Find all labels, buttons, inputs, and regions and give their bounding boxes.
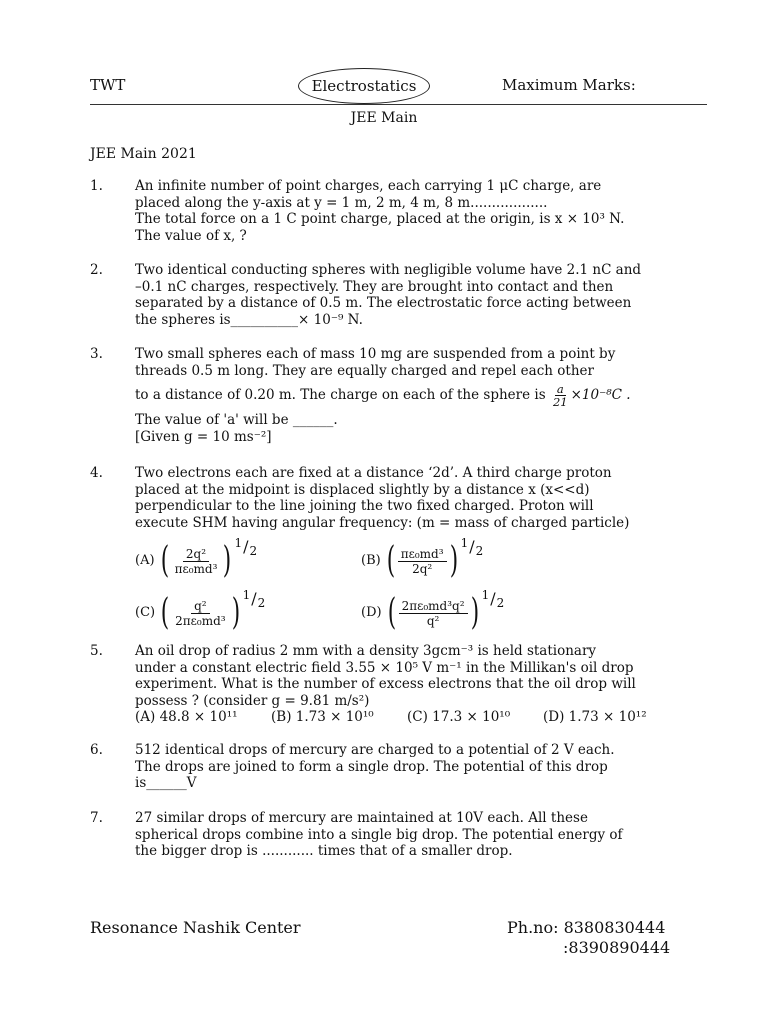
footer-center-name: Resonance Nashik Center: [90, 918, 301, 937]
header-topic: Electrostatics: [311, 77, 417, 95]
fraction-tail: ×10⁻⁸C .: [570, 387, 631, 403]
option-numerator: q²: [191, 599, 210, 614]
option-denominator: πε₀md³: [174, 561, 218, 576]
question-number: 4.: [90, 465, 103, 481]
option-b: (B) 1.73 × 10¹⁰: [271, 709, 374, 725]
question-line: experiment. What is the number of excess electrons that the oil drop will: [135, 676, 636, 692]
question-line: placed along the y-axis at y = 1 m, 2 m, 4 m, 8 m..................: [135, 194, 548, 211]
question-line-with-fraction: [135, 383, 690, 408]
question-line: The drops are joined to form a single drop. The potential of this drop: [135, 758, 608, 775]
question-line: perpendicular to the line joining the two fixed charged. Proton will: [135, 498, 594, 514]
question-line: under a constant electric field 3.55 × 10⁵ V m⁻¹ in the Millikan's oil drop: [135, 659, 634, 676]
question-line: An infinite number of point charges, each carrying 1 μC charge, are: [135, 178, 602, 194]
question-line: separated by a distance of 0.5 m. The electrostatic force acting between: [135, 295, 632, 311]
option-label: (B): [361, 552, 381, 568]
question-6: [90, 742, 690, 792]
fraction-numerator: a: [556, 382, 564, 396]
question-line: The value of 'a' will be ______.: [135, 412, 338, 428]
question-line: Two electrons each are fixed at a distance ‘2d’. A third charge proton: [135, 465, 612, 481]
option-exponent: 1 / 2: [234, 535, 258, 558]
exam-title: JEE Main: [350, 110, 418, 126]
option-numerator: πε₀md³: [398, 547, 447, 562]
question-line: The value of x, ?: [135, 227, 247, 244]
header-divider: [90, 104, 707, 105]
option-exponent: 1 / 2: [481, 587, 505, 610]
option-numerator: 2πε₀md³q²: [399, 599, 468, 614]
question-number: 1.: [90, 178, 103, 194]
charge-fraction: [551, 383, 570, 408]
option-a: (A) 48.8 × 10¹¹: [135, 709, 238, 725]
question-2: [90, 262, 690, 328]
question-1: [90, 178, 690, 244]
question-line: Two identical conducting spheres with negligible volume have 2.1 nC and: [135, 262, 642, 278]
question-line: is______V: [135, 775, 197, 791]
option-d: (D) ( $\frac{\text{2πε₀md³q²}}{\text{q²}}$ ) 1 / 2: [361, 587, 505, 633]
options-grid: [135, 537, 690, 647]
header-topic-oval: [298, 68, 430, 104]
question-number: 2.: [90, 262, 103, 278]
question-line: to a distance of 0.20 m. The charge on each of the sphere is: [135, 387, 546, 403]
header-max-marks: Maximum Marks:: [502, 76, 636, 94]
option-d: (D) 1.73 × 10¹²: [543, 709, 647, 725]
option-c: (C) 17.3 × 10¹⁰: [407, 709, 511, 725]
option-denominator: 2πε₀md³: [175, 613, 226, 628]
question-number: 7.: [90, 810, 103, 826]
question-line: the spheres is__________× 10⁻⁹ N.: [135, 311, 363, 328]
option-numerator: 2q²: [183, 547, 209, 562]
question-number: 5.: [90, 643, 103, 659]
fraction-denominator: 21: [552, 395, 568, 409]
option-denominator: 2q²: [412, 561, 433, 576]
option-label: (A): [135, 552, 155, 568]
footer-phone-2: :8390890444: [563, 938, 671, 957]
option-b: (B) ( $\frac{\text{πε₀md³}}{\text{2q²}}$ ) 1 / 2: [361, 535, 484, 581]
question-line: execute SHM having angular frequency: (m = mass of charged particle): [135, 514, 630, 531]
footer-phone-1: Ph.no: 8380830444: [507, 918, 666, 937]
header-left: TWT: [90, 76, 126, 94]
question-line: placed at the midpoint is displaced slightly by a distance x (x<<d): [135, 481, 590, 498]
option-exponent: 1 / 2: [460, 535, 484, 558]
question-number: 6.: [90, 742, 103, 758]
option-label: (C): [135, 604, 156, 620]
option-exponent: 1 / 2: [242, 587, 266, 610]
question-line: The total force on a 1 C point charge, placed at the origin, is x × 10³ N.: [135, 211, 625, 227]
question-line: –0.1 nC charges, respectively. They are brought into contact and then: [135, 278, 614, 295]
mc-options: [135, 709, 690, 726]
option-c: (C) ( $\frac{\text{q²}}{\text{2πε₀md³}}$ ) 1 / 2: [135, 587, 266, 633]
section-title: JEE Main 2021: [90, 146, 197, 162]
question-line: the bigger drop is ............ times that of a smaller drop.: [135, 843, 513, 859]
question-7: [90, 810, 690, 860]
question-4: [90, 465, 690, 647]
question-line: Two small spheres each of mass 10 mg are suspended from a point by: [135, 346, 616, 362]
question-line: 27 similar drops of mercury are maintained at 10V each. All these: [135, 810, 588, 826]
question-line: An oil drop of radius 2 mm with a density 3gcm⁻³ is held stationary: [135, 643, 597, 659]
question-line: [Given g = 10 ms⁻²]: [135, 428, 272, 445]
option-label: (D): [361, 604, 382, 620]
question-line: 512 identical drops of mercury are charged to a potential of 2 V each.: [135, 742, 615, 758]
question-number: 3.: [90, 346, 103, 362]
question-line: spherical drops combine into a single big drop. The potential energy of: [135, 826, 623, 843]
option-denominator: q²: [426, 613, 440, 628]
question-line: possess ? (consider g = 9.81 m/s²): [135, 692, 370, 709]
question-5: [90, 643, 690, 726]
question-3: [90, 346, 690, 445]
option-a: (A) ( $\frac{\text{2q²}}{\text{πε₀md³}}$ ) 1 / 2: [135, 535, 258, 581]
question-line: threads 0.5 m long. They are equally charged and repel each other: [135, 362, 594, 379]
